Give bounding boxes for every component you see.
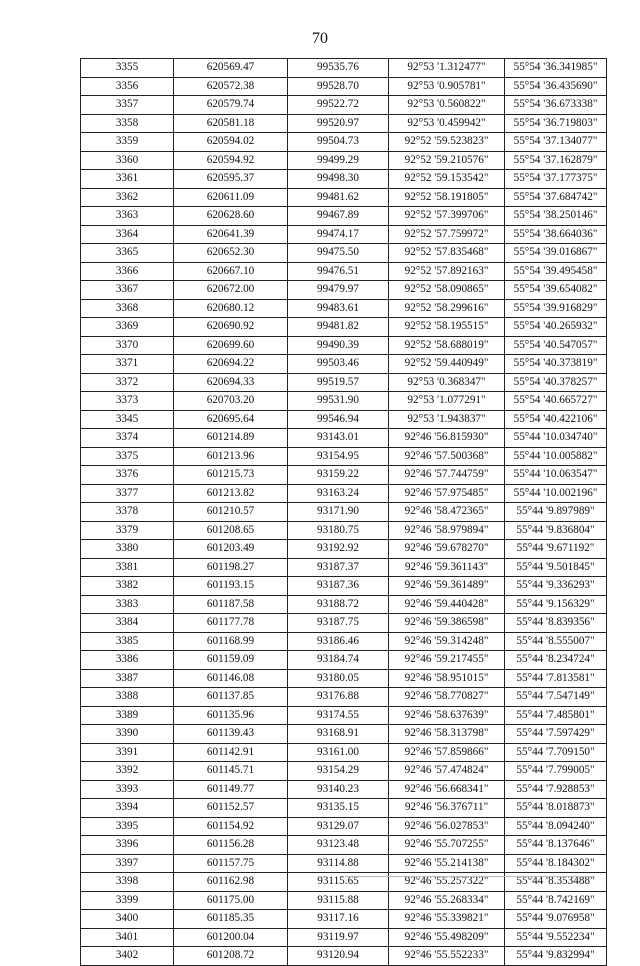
longitude-cell: 92°46 '55.268334" (389, 891, 505, 910)
longitude-cell: 92°46 '57.859866" (389, 743, 505, 762)
x-coordinate-cell: 601146.08 (174, 669, 288, 688)
y-coordinate-cell: 93163.24 (288, 484, 389, 503)
longitude-cell: 92°52 '58.195515" (389, 318, 505, 337)
x-coordinate-cell: 601139.43 (174, 725, 288, 744)
point-number-cell: 3389 (81, 706, 174, 725)
x-coordinate-cell: 601208.72 (174, 947, 288, 966)
latitude-cell: 55°44 '7.485801" (505, 706, 607, 725)
point-number-cell: 3368 (81, 299, 174, 318)
x-coordinate-cell: 601185.35 (174, 910, 288, 929)
table-row (81, 706, 607, 725)
longitude-cell: 92°46 '59.678270" (389, 540, 505, 559)
table-row (81, 188, 607, 207)
latitude-cell: 55°54 '36.341985" (505, 59, 607, 78)
longitude-cell: 92°52 '57.835468" (389, 244, 505, 263)
point-number-cell: 3402 (81, 947, 174, 966)
longitude-cell: 92°52 '59.153542" (389, 170, 505, 189)
latitude-cell: 55°44 '8.839356" (505, 614, 607, 633)
longitude-cell: 92°46 '57.474824" (389, 762, 505, 781)
y-coordinate-cell: 99481.82 (288, 318, 389, 337)
latitude-cell: 55°44 '9.156329" (505, 595, 607, 614)
y-coordinate-cell: 93161.00 (288, 743, 389, 762)
longitude-cell: 92°46 '58.979894" (389, 521, 505, 540)
longitude-cell: 92°46 '55.707255" (389, 836, 505, 855)
table-row (81, 318, 607, 337)
table-row (81, 59, 607, 78)
longitude-cell: 92°46 '59.361143" (389, 558, 505, 577)
longitude-cell: 92°53 '1.312477" (389, 59, 505, 78)
table-row (81, 836, 607, 855)
x-coordinate-cell: 620611.09 (174, 188, 288, 207)
point-number-cell: 3396 (81, 836, 174, 855)
longitude-cell: 92°46 '58.770827" (389, 688, 505, 707)
table-row (81, 447, 607, 466)
latitude-cell: 55°44 '9.336293" (505, 577, 607, 596)
latitude-cell: 55°54 '36.673338" (505, 96, 607, 115)
point-number-cell: 3355 (81, 59, 174, 78)
y-coordinate-cell: 99490.39 (288, 336, 389, 355)
point-number-cell: 3377 (81, 484, 174, 503)
page-number: 70 (312, 30, 328, 47)
y-coordinate-cell: 99528.70 (288, 77, 389, 96)
longitude-cell: 92°52 '59.210576" (389, 151, 505, 170)
longitude-cell: 92°52 '57.892163" (389, 262, 505, 281)
point-number-cell: 3359 (81, 133, 174, 152)
x-coordinate-cell: 620694.22 (174, 355, 288, 374)
y-coordinate-cell: 93180.75 (288, 521, 389, 540)
point-number-cell: 3398 (81, 873, 174, 892)
point-number-cell: 3383 (81, 595, 174, 614)
table-row (81, 355, 607, 374)
y-coordinate-cell: 93187.37 (288, 558, 389, 577)
x-coordinate-cell: 601208.65 (174, 521, 288, 540)
point-number-cell: 3392 (81, 762, 174, 781)
table-row (81, 817, 607, 836)
y-coordinate-cell: 93176.88 (288, 688, 389, 707)
longitude-cell: 92°46 '56.376711" (389, 799, 505, 818)
x-coordinate-cell: 601200.04 (174, 928, 288, 947)
point-number-cell: 3400 (81, 910, 174, 929)
table-row (81, 614, 607, 633)
y-coordinate-cell: 93154.29 (288, 762, 389, 781)
x-coordinate-cell: 601213.96 (174, 447, 288, 466)
y-coordinate-cell: 93140.23 (288, 780, 389, 799)
point-number-cell: 3345 (81, 410, 174, 429)
point-number-cell: 3382 (81, 577, 174, 596)
x-coordinate-cell: 601175.00 (174, 891, 288, 910)
x-coordinate-cell: 620628.60 (174, 207, 288, 226)
table-row (81, 910, 607, 929)
table-row (81, 225, 607, 244)
y-coordinate-cell: 99474.17 (288, 225, 389, 244)
point-number-cell: 3381 (81, 558, 174, 577)
point-number-cell: 3364 (81, 225, 174, 244)
y-coordinate-cell: 93184.74 (288, 651, 389, 670)
longitude-cell: 92°46 '59.314248" (389, 632, 505, 651)
latitude-cell: 55°54 '40.373819" (505, 355, 607, 374)
longitude-cell: 92°46 '56.815930" (389, 429, 505, 448)
table-row (81, 928, 607, 947)
x-coordinate-cell: 601168.99 (174, 632, 288, 651)
point-number-cell: 3386 (81, 651, 174, 670)
table-row (81, 891, 607, 910)
y-coordinate-cell: 99498.30 (288, 170, 389, 189)
longitude-cell: 92°46 '55.257322" (389, 873, 505, 892)
latitude-cell: 55°54 '38.250146" (505, 207, 607, 226)
y-coordinate-cell: 93188.72 (288, 595, 389, 614)
latitude-cell: 55°44 '7.928853" (505, 780, 607, 799)
longitude-cell: 92°52 '59.440949" (389, 355, 505, 374)
y-coordinate-cell: 99467.89 (288, 207, 389, 226)
y-coordinate-cell: 99535.76 (288, 59, 389, 78)
table-row (81, 632, 607, 651)
longitude-cell: 92°46 '57.975485" (389, 484, 505, 503)
latitude-cell: 55°44 '8.094240" (505, 817, 607, 836)
point-number-cell: 3380 (81, 540, 174, 559)
longitude-cell: 92°46 '56.027853" (389, 817, 505, 836)
longitude-cell: 92°53 '1.077291" (389, 392, 505, 411)
y-coordinate-cell: 99522.72 (288, 96, 389, 115)
table-row (81, 503, 607, 522)
longitude-cell: 92°46 '55.214138" (389, 854, 505, 873)
latitude-cell: 55°44 '10.034740" (505, 429, 607, 448)
longitude-cell: 92°52 '57.759972" (389, 225, 505, 244)
x-coordinate-cell: 601203.49 (174, 540, 288, 559)
table-row (81, 725, 607, 744)
x-coordinate-cell: 620694.33 (174, 373, 288, 392)
latitude-cell: 55°44 '9.836804" (505, 521, 607, 540)
x-coordinate-cell: 620695.64 (174, 410, 288, 429)
x-coordinate-cell: 601210.57 (174, 503, 288, 522)
longitude-cell: 92°46 '58.472365" (389, 503, 505, 522)
x-coordinate-cell: 620680.12 (174, 299, 288, 318)
latitude-cell: 55°44 '7.597429" (505, 725, 607, 744)
longitude-cell: 92°52 '58.090865" (389, 281, 505, 300)
longitude-cell: 92°46 '57.500368" (389, 447, 505, 466)
latitude-cell: 55°54 '37.684742" (505, 188, 607, 207)
y-coordinate-cell: 93192.92 (288, 540, 389, 559)
latitude-cell: 55°54 '39.495458" (505, 262, 607, 281)
longitude-cell: 92°53 '0.905781" (389, 77, 505, 96)
point-number-cell: 3401 (81, 928, 174, 947)
longitude-cell: 92°46 '59.386598" (389, 614, 505, 633)
point-number-cell: 3372 (81, 373, 174, 392)
y-coordinate-cell: 93186.46 (288, 632, 389, 651)
longitude-cell: 92°53 '0.368347" (389, 373, 505, 392)
longitude-cell: 92°46 '58.951015" (389, 669, 505, 688)
point-number-cell: 3363 (81, 207, 174, 226)
latitude-cell: 55°44 '8.234724" (505, 651, 607, 670)
point-number-cell: 3385 (81, 632, 174, 651)
longitude-cell: 92°53 '0.560822" (389, 96, 505, 115)
point-number-cell: 3395 (81, 817, 174, 836)
y-coordinate-cell: 93159.22 (288, 466, 389, 485)
table-row (81, 410, 607, 429)
table-row (81, 114, 607, 133)
y-coordinate-cell: 99481.62 (288, 188, 389, 207)
x-coordinate-cell: 601214.89 (174, 429, 288, 448)
latitude-cell: 55°54 '36.719803" (505, 114, 607, 133)
x-coordinate-cell: 601159.09 (174, 651, 288, 670)
x-coordinate-cell: 620594.02 (174, 133, 288, 152)
x-coordinate-cell: 601162.98 (174, 873, 288, 892)
x-coordinate-cell: 620595.37 (174, 170, 288, 189)
coordinates-table-body (81, 59, 607, 966)
latitude-cell: 55°54 '39.016867" (505, 244, 607, 263)
table-row (81, 799, 607, 818)
scan-edge-line (345, 876, 595, 877)
x-coordinate-cell: 620581.18 (174, 114, 288, 133)
x-coordinate-cell: 620652.30 (174, 244, 288, 263)
longitude-cell: 92°46 '56.668341" (389, 780, 505, 799)
x-coordinate-cell: 620703.20 (174, 392, 288, 411)
point-number-cell: 3378 (81, 503, 174, 522)
latitude-cell: 55°44 '9.501845" (505, 558, 607, 577)
point-number-cell: 3370 (81, 336, 174, 355)
point-number-cell: 3365 (81, 244, 174, 263)
latitude-cell: 55°54 '40.665727" (505, 392, 607, 411)
point-number-cell: 3388 (81, 688, 174, 707)
x-coordinate-cell: 601157.75 (174, 854, 288, 873)
y-coordinate-cell: 99483.61 (288, 299, 389, 318)
y-coordinate-cell: 99476.51 (288, 262, 389, 281)
point-number-cell: 3358 (81, 114, 174, 133)
latitude-cell: 55°44 '9.671192" (505, 540, 607, 559)
table-row (81, 743, 607, 762)
point-number-cell: 3390 (81, 725, 174, 744)
y-coordinate-cell: 93115.88 (288, 891, 389, 910)
latitude-cell: 55°44 '10.002196" (505, 484, 607, 503)
latitude-cell: 55°44 '8.137646" (505, 836, 607, 855)
longitude-cell: 92°53 '0.459942" (389, 114, 505, 133)
latitude-cell: 55°44 '9.832994" (505, 947, 607, 966)
table-row (81, 688, 607, 707)
point-number-cell: 3373 (81, 392, 174, 411)
table-row (81, 96, 607, 115)
y-coordinate-cell: 99519.57 (288, 373, 389, 392)
y-coordinate-cell: 93187.36 (288, 577, 389, 596)
longitude-cell: 92°52 '59.523823" (389, 133, 505, 152)
point-number-cell: 3393 (81, 780, 174, 799)
point-number-cell: 3361 (81, 170, 174, 189)
x-coordinate-cell: 601187.58 (174, 595, 288, 614)
y-coordinate-cell: 93114.88 (288, 854, 389, 873)
latitude-cell: 55°44 '10.063547" (505, 466, 607, 485)
longitude-cell: 92°52 '58.191805" (389, 188, 505, 207)
x-coordinate-cell: 601198.27 (174, 558, 288, 577)
x-coordinate-cell: 601193.15 (174, 577, 288, 596)
x-coordinate-cell: 601145.71 (174, 762, 288, 781)
point-number-cell: 3367 (81, 281, 174, 300)
point-number-cell: 3394 (81, 799, 174, 818)
longitude-cell: 92°52 '58.299616" (389, 299, 505, 318)
latitude-cell: 55°54 '36.435690" (505, 77, 607, 96)
table-row (81, 77, 607, 96)
x-coordinate-cell: 620579.74 (174, 96, 288, 115)
latitude-cell: 55°44 '7.799005" (505, 762, 607, 781)
latitude-cell: 55°54 '40.265932" (505, 318, 607, 337)
x-coordinate-cell: 620594.92 (174, 151, 288, 170)
x-coordinate-cell: 601152.57 (174, 799, 288, 818)
table-row (81, 540, 607, 559)
table-row (81, 262, 607, 281)
table-row (81, 281, 607, 300)
point-number-cell: 3399 (81, 891, 174, 910)
y-coordinate-cell: 93171.90 (288, 503, 389, 522)
latitude-cell: 55°54 '38.664036" (505, 225, 607, 244)
x-coordinate-cell: 620667.10 (174, 262, 288, 281)
x-coordinate-cell: 601213.82 (174, 484, 288, 503)
y-coordinate-cell: 99531.90 (288, 392, 389, 411)
point-number-cell: 3375 (81, 447, 174, 466)
latitude-cell: 55°54 '37.134077" (505, 133, 607, 152)
latitude-cell: 55°44 '7.709150" (505, 743, 607, 762)
y-coordinate-cell: 93129.07 (288, 817, 389, 836)
table-row (81, 521, 607, 540)
x-coordinate-cell: 601156.28 (174, 836, 288, 855)
latitude-cell: 55°44 '7.547149" (505, 688, 607, 707)
point-number-cell: 3362 (81, 188, 174, 207)
y-coordinate-cell: 93143.01 (288, 429, 389, 448)
point-number-cell: 3376 (81, 466, 174, 485)
table-row (81, 762, 607, 781)
table-row (81, 595, 607, 614)
longitude-cell: 92°46 '58.637639" (389, 706, 505, 725)
table-row (81, 133, 607, 152)
latitude-cell: 55°44 '8.018873" (505, 799, 607, 818)
longitude-cell: 92°46 '58.313798" (389, 725, 505, 744)
latitude-cell: 55°54 '37.162879" (505, 151, 607, 170)
longitude-cell: 92°46 '57.744759" (389, 466, 505, 485)
table-row (81, 244, 607, 263)
y-coordinate-cell: 99504.73 (288, 133, 389, 152)
latitude-cell: 55°54 '40.422106" (505, 410, 607, 429)
point-number-cell: 3371 (81, 355, 174, 374)
y-coordinate-cell: 93115.65 (288, 873, 389, 892)
latitude-cell: 55°44 '9.552234" (505, 928, 607, 947)
table-row (81, 299, 607, 318)
y-coordinate-cell: 99503.46 (288, 355, 389, 374)
point-number-cell: 3397 (81, 854, 174, 873)
x-coordinate-cell: 620672.00 (174, 281, 288, 300)
y-coordinate-cell: 99479.97 (288, 281, 389, 300)
longitude-cell: 92°46 '59.440428" (389, 595, 505, 614)
latitude-cell: 55°54 '40.547057" (505, 336, 607, 355)
y-coordinate-cell: 93174.55 (288, 706, 389, 725)
table-row (81, 577, 607, 596)
y-coordinate-cell: 99546.94 (288, 410, 389, 429)
point-number-cell: 3374 (81, 429, 174, 448)
table-row (81, 373, 607, 392)
y-coordinate-cell: 93119.97 (288, 928, 389, 947)
table-row (81, 151, 607, 170)
longitude-cell: 92°52 '58.688019" (389, 336, 505, 355)
table-row (81, 780, 607, 799)
table-row (81, 558, 607, 577)
point-number-cell: 3384 (81, 614, 174, 633)
x-coordinate-cell: 601215.73 (174, 466, 288, 485)
table-row (81, 392, 607, 411)
x-coordinate-cell: 601142.91 (174, 743, 288, 762)
point-number-cell: 3369 (81, 318, 174, 337)
longitude-cell: 92°46 '55.339821" (389, 910, 505, 929)
table-row (81, 207, 607, 226)
y-coordinate-cell: 93123.48 (288, 836, 389, 855)
table-row (81, 854, 607, 873)
y-coordinate-cell: 93135.15 (288, 799, 389, 818)
point-number-cell: 3357 (81, 96, 174, 115)
longitude-cell: 92°46 '59.217455" (389, 651, 505, 670)
table-row (81, 651, 607, 670)
longitude-cell: 92°46 '59.361489" (389, 577, 505, 596)
latitude-cell: 55°44 '7.813581" (505, 669, 607, 688)
y-coordinate-cell: 93117.16 (288, 910, 389, 929)
point-number-cell: 3391 (81, 743, 174, 762)
latitude-cell: 55°44 '9.076958" (505, 910, 607, 929)
y-coordinate-cell: 99475.50 (288, 244, 389, 263)
table-row (81, 947, 607, 966)
table-row (81, 669, 607, 688)
x-coordinate-cell: 620569.47 (174, 59, 288, 78)
latitude-cell: 55°44 '8.555007" (505, 632, 607, 651)
y-coordinate-cell: 93168.91 (288, 725, 389, 744)
longitude-cell: 92°53 '1.943837" (389, 410, 505, 429)
x-coordinate-cell: 620641.39 (174, 225, 288, 244)
x-coordinate-cell: 601137.85 (174, 688, 288, 707)
latitude-cell: 55°54 '40.378257" (505, 373, 607, 392)
x-coordinate-cell: 601177.78 (174, 614, 288, 633)
table-row (81, 170, 607, 189)
latitude-cell: 55°44 '9.897989" (505, 503, 607, 522)
table-row (81, 484, 607, 503)
point-number-cell: 3387 (81, 669, 174, 688)
latitude-cell: 55°44 '8.742169" (505, 891, 607, 910)
y-coordinate-cell: 93154.95 (288, 447, 389, 466)
latitude-cell: 55°44 '10.005882" (505, 447, 607, 466)
latitude-cell: 55°54 '39.916829" (505, 299, 607, 318)
y-coordinate-cell: 99520.97 (288, 114, 389, 133)
latitude-cell: 55°54 '37.177375" (505, 170, 607, 189)
x-coordinate-cell: 620572.38 (174, 77, 288, 96)
y-coordinate-cell: 93180.05 (288, 669, 389, 688)
y-coordinate-cell: 93187.75 (288, 614, 389, 633)
latitude-cell: 55°44 '8.184302" (505, 854, 607, 873)
longitude-cell: 92°52 '57.399706" (389, 207, 505, 226)
latitude-cell: 55°54 '39.654082" (505, 281, 607, 300)
point-number-cell: 3366 (81, 262, 174, 281)
table-row (81, 429, 607, 448)
point-number-cell: 3356 (81, 77, 174, 96)
latitude-cell: 55°44 '8.353488" (505, 873, 607, 892)
x-coordinate-cell: 620690.92 (174, 318, 288, 337)
coordinates-table (80, 58, 607, 966)
longitude-cell: 92°46 '55.498209" (389, 928, 505, 947)
x-coordinate-cell: 601154.92 (174, 817, 288, 836)
point-number-cell: 3379 (81, 521, 174, 540)
x-coordinate-cell: 601149.77 (174, 780, 288, 799)
table-row (81, 336, 607, 355)
longitude-cell: 92°46 '55.552233" (389, 947, 505, 966)
x-coordinate-cell: 601135.96 (174, 706, 288, 725)
y-coordinate-cell: 99499.29 (288, 151, 389, 170)
x-coordinate-cell: 620699.60 (174, 336, 288, 355)
point-number-cell: 3360 (81, 151, 174, 170)
table-row (81, 466, 607, 485)
y-coordinate-cell: 93120.94 (288, 947, 389, 966)
